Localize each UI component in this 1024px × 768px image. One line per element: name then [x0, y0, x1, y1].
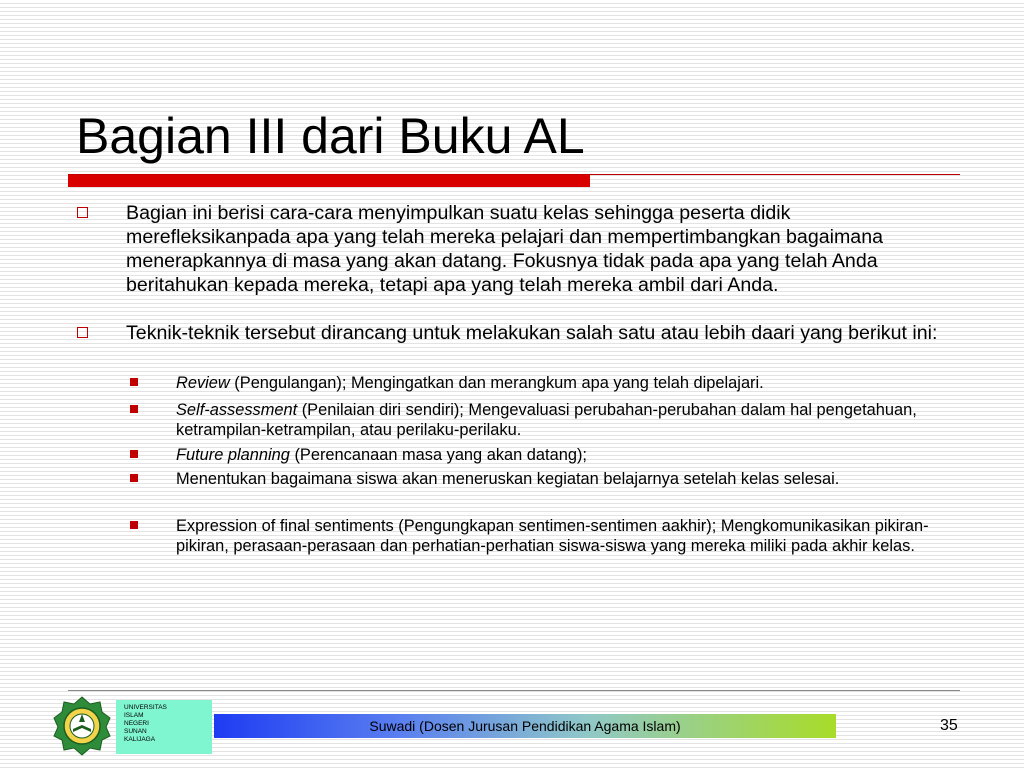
- footer-affiliation: (Dosen Jurusan Pendidikan Agama Islam): [419, 718, 681, 734]
- sub-bullet-item: [176, 445, 956, 465]
- slide-title: Bagian III dari Buku AL: [76, 108, 585, 164]
- footer-author: Suwadi: [369, 718, 416, 734]
- footer-divider: [68, 690, 960, 691]
- filled-square-bullet-icon: [130, 450, 138, 458]
- filled-square-bullet-icon: [130, 405, 138, 413]
- institution-line: NEGERI: [124, 720, 149, 727]
- institution-line: KALIJAGA: [124, 736, 156, 743]
- sub-bullet-text: (Pengulangan); Mengingatkan dan merangkum apa yang telah dipelajari.: [229, 374, 764, 392]
- filled-square-bullet-icon: [130, 474, 138, 482]
- institution-line: ISLAM: [124, 712, 144, 719]
- title-underline-accent: [68, 175, 590, 187]
- hollow-square-bullet-icon: [77, 327, 88, 338]
- sub-bullet-term: Future planning: [176, 446, 290, 464]
- institution-name-box: [116, 700, 212, 754]
- sub-bullet-item: [176, 373, 956, 393]
- sub-bullet-text: (Perencanaan masa yang akan datang);: [289, 446, 587, 464]
- sub-bullet-term: Review: [176, 374, 230, 392]
- sub-bullet-text: Menentukan bagaimana siswa akan meneruskan kegiatan belajarnya setelah kelas selesai.: [176, 470, 840, 488]
- bullet-paragraph-2: Teknik-teknik tersebut dirancang untuk melakukan salah satu atau lebih daari yang berikut ini:: [126, 322, 938, 344]
- hollow-square-bullet-icon: [77, 207, 88, 218]
- footer-author-line: [214, 714, 836, 738]
- institution-line: UNIVERSITAS: [124, 704, 167, 711]
- sub-bullet-term: Self-assessment: [176, 401, 298, 419]
- university-seal-logo-icon: [52, 696, 112, 756]
- sub-bullet-item: [176, 400, 956, 440]
- filled-square-bullet-icon: [130, 378, 138, 386]
- sub-bullet-item: [176, 516, 956, 556]
- institution-line: SUNAN: [124, 728, 147, 735]
- filled-square-bullet-icon: [130, 521, 138, 529]
- page-number: 35: [940, 717, 958, 734]
- bullet-paragraph-1: Bagian ini berisi cara-cara menyimpulkan suatu kelas sehingga peserta didik merefleksikanpada apa yang telah mereka pelajari dan mempertimbangkan bagaimana menerapkannya di masa yang akan datang. Fokusnya tidak pada apa yang telah Anda beritahukan kepada mereka, tetapi apa yang telah mereka ambil dari Anda.: [126, 202, 883, 296]
- sub-bullet-text: Expression of final sentiments (Pengungkapan sentimen-sentimen aakhir); Mengkomunikasikan pikiran-pikiran, perasaan-perasaan dan perhatian-perhatian siswa-siswa yang mereka miliki pada akhir kelas.: [176, 517, 929, 555]
- sub-bullet-text: (Penilaian diri sendiri); Mengevaluasi perubahan-perubahan dalam hal pengetahuan, ketrampilan-ketrampilan, atau perilaku-perilaku.: [176, 401, 917, 439]
- sub-bullet-item: [176, 469, 956, 489]
